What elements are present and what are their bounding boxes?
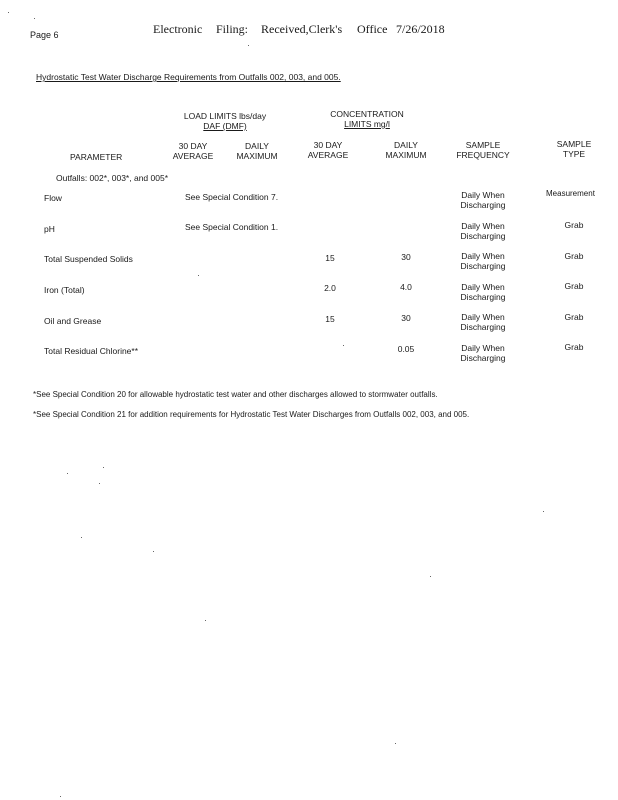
scan-speck: [99, 483, 100, 484]
col-header-load-avg-1: 30 DAY: [178, 141, 208, 151]
col-header-frequency-2: FREQUENCY: [456, 150, 510, 160]
filing-word-filing: Filing:: [216, 22, 249, 36]
scan-speck: [67, 473, 68, 474]
scan-speck: [60, 796, 61, 797]
scan-speck: [248, 45, 249, 46]
scan-speck: [34, 18, 35, 19]
scan-speck: [343, 345, 344, 346]
row-oil-type: Grab: [564, 312, 584, 322]
filing-word-office: Office: [357, 22, 388, 36]
filing-word-received: Received,Clerk's: [261, 22, 343, 36]
row-oil-conc-avg: 15: [325, 314, 335, 324]
section-title: Hydrostatic Test Water Discharge Requirements from Outfalls 002, 003, and 005.: [36, 72, 341, 82]
col-header-conc-avg-1: 30 DAY: [313, 140, 343, 150]
row-oil-conc-max: 30: [401, 313, 411, 323]
load-limits-header: LOAD LIMITS lbs/day: [183, 111, 267, 121]
row-chlorine-frequency-2: Discharging: [460, 353, 506, 363]
row-ph-frequency-2: Discharging: [460, 231, 506, 241]
row-flow-parameter: Flow: [44, 193, 62, 203]
scan-speck: [153, 551, 154, 552]
row-tss-conc-avg: 15: [325, 253, 335, 263]
col-header-load-max-1: DAILY: [245, 141, 269, 151]
row-iron-frequency-1: Daily When: [461, 282, 505, 292]
col-header-type-1: SAMPLE: [556, 139, 592, 149]
row-tss-conc-max: 30: [401, 252, 411, 262]
row-tss-parameter: Total Suspended Solids: [44, 254, 133, 264]
row-flow-type: Measurement: [546, 189, 595, 198]
scan-speck: [395, 743, 396, 744]
row-iron-type: Grab: [564, 281, 584, 291]
row-iron-conc-avg: 2.0: [324, 283, 336, 293]
row-iron-conc-max: 4.0: [400, 282, 412, 292]
row-ph-parameter: pH: [44, 224, 55, 234]
col-header-conc-max-2: MAXIMUM: [385, 150, 427, 160]
concentration-header: CONCENTRATION: [330, 109, 404, 119]
row-chlorine-conc-max: 0.05: [397, 344, 415, 354]
row-chlorine-type: Grab: [564, 342, 584, 352]
row-ph-type: Grab: [564, 220, 584, 230]
scan-speck: [81, 537, 82, 538]
row-chlorine-parameter: Total Residual Chlorine**: [44, 346, 139, 356]
filing-word-electronic: Electronic: [153, 22, 203, 36]
page-number: Page 6: [30, 30, 59, 40]
col-header-conc-avg-2: AVERAGE: [307, 150, 349, 160]
row-flow-frequency-1: Daily When: [461, 190, 505, 200]
col-header-frequency-1: SAMPLE: [465, 140, 501, 150]
col-header-parameter: PARAMETER: [70, 152, 123, 162]
filing-date: 7/26/2018: [396, 22, 445, 36]
row-flow-frequency-2: Discharging: [460, 200, 506, 210]
row-tss-frequency-1: Daily When: [461, 251, 505, 261]
row-chlorine-frequency-1: Daily When: [461, 343, 505, 353]
row-oil-parameter: Oil and Grease: [44, 316, 102, 326]
row-oil-frequency-1: Daily When: [461, 312, 505, 322]
concentration-subheader: LIMITS mg/l: [344, 119, 390, 129]
footnote-1: *See Special Condition 20 for allowable hydrostatic test water and other discharges allowed to stormwater outfalls.: [33, 390, 438, 399]
footnote-2: *See Special Condition 21 for addition requirements for Hydrostatic Test Water Discharges from Outfalls 002, 003, and 005.: [33, 410, 470, 419]
load-limits-subheader: DAF (DMF): [203, 121, 247, 131]
row-ph-frequency-1: Daily When: [461, 221, 505, 231]
scan-speck: [198, 275, 199, 276]
row-iron-parameter: Iron (Total): [44, 285, 85, 295]
col-header-load-max-2: MAXIMUM: [236, 151, 278, 161]
row-tss-type: Grab: [564, 251, 584, 261]
scan-speck: [8, 12, 9, 13]
scan-speck: [205, 620, 206, 621]
scan-speck: [430, 576, 431, 577]
col-header-type-2: TYPE: [562, 149, 586, 159]
col-header-load-avg-2: AVERAGE: [172, 151, 214, 161]
row-iron-frequency-2: Discharging: [460, 292, 506, 302]
row-flow-load: See Special Condition 7.: [185, 192, 279, 202]
row-tss-frequency-2: Discharging: [460, 261, 506, 271]
scan-speck: [103, 467, 104, 468]
outfalls-label: Outfalls: 002*, 003*, and 005*: [56, 173, 168, 183]
row-ph-load: See Special Condition 1.: [185, 222, 279, 232]
col-header-conc-max-1: DAILY: [394, 140, 418, 150]
scan-speck: [543, 511, 544, 512]
row-oil-frequency-2: Discharging: [460, 322, 506, 332]
